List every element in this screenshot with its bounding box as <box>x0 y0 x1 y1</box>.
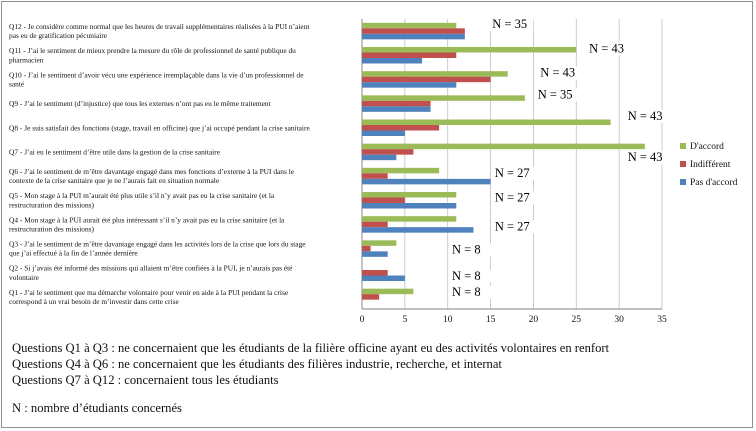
x-tick-label-30: 30 <box>614 315 624 325</box>
legend-label-2: Indifférent <box>690 160 731 170</box>
bar-indiff-rent-q4 <box>362 222 388 228</box>
note-q7-q12: Questions Q7 à Q12 : concernaient tous les étudiants <box>12 373 279 387</box>
figure-notes <box>12 340 609 416</box>
bar-indiff-rent-q2 <box>362 270 388 276</box>
bar-pas-d-accord-q7 <box>362 155 396 161</box>
bar-indiff-rent-q6 <box>362 173 388 179</box>
bar-pas-d-accord-q10 <box>362 82 456 88</box>
bar-d-accord-q1 <box>362 289 413 295</box>
legend-swatch-2 <box>680 161 686 167</box>
bar-chart <box>2 2 754 337</box>
x-tick-label-25: 25 <box>571 315 582 325</box>
category-label-q10: Q10 - J’ai le sentiment d’avoir vécu une expérience irremplaçable dans la vie d’un professionnel de santé <box>9 70 304 89</box>
bar-d-accord-q6 <box>362 168 439 174</box>
bar-d-accord-q5 <box>362 192 456 198</box>
n-label-q6: N = 27 <box>494 166 530 181</box>
category-label-q4: Q4 - Mon stage à la PUI aurait été plus intéressant s’il n’y avait pas eu la crise sanitaire (et la restructuration des missions) <box>9 215 285 234</box>
x-tick-label-0: 0 <box>359 315 365 325</box>
note-q1-q3: Questions Q1 à Q3 : ne concernaient que les étudiants de la filière officine ayant eu des activités volontaires en renfort <box>12 341 610 355</box>
bar-indiff-rent-q8 <box>362 125 439 131</box>
x-tick-label-5: 5 <box>402 315 408 325</box>
category-label-q9: Q9 - J’ai le sentiment (d’injustice) que tous les externes n’ont pas eu le même traitement <box>9 99 271 109</box>
category-label-q3: Q3 - J’ai le sentiment de m’être davantage engagé dans les activités lors de la crise que lors du stage que j’ai effectué à la fin de l’année dernière <box>9 239 306 258</box>
bar-d-accord-q4 <box>362 216 456 222</box>
legend-swatch-3 <box>680 179 686 185</box>
figure-frame <box>1 1 753 428</box>
bar-indiff-rent-q3 <box>362 246 371 252</box>
bar-d-accord-q12 <box>362 23 456 29</box>
n-label-q9: N = 35 <box>537 87 573 102</box>
bar-pas-d-accord-q8 <box>362 131 405 137</box>
legend-label-3: Pas d'accord <box>690 178 738 188</box>
category-label-q1: Q1 - J’ai le sentiment que ma démarche volontaire pour venir en aide à la PUI pendant la crise correspond à un vrai besoin de m’investir dans cette crise <box>9 287 289 307</box>
category-label-q12: Q12 - Je considère comme normal que les heures de travail supplémentaires réalisées à la PUI n’aient pas eu de gratification pécuniaire <box>9 21 310 41</box>
bar-indiff-rent-q5 <box>362 198 405 204</box>
n-label-q10: N = 43 <box>540 65 576 80</box>
note-n-definition: N : nombre d’étudiants concernés <box>12 401 182 415</box>
n-label-q7: N = 43 <box>627 149 663 164</box>
bar-indiff-rent-q10 <box>362 77 491 83</box>
bar-pas-d-accord-q2 <box>362 276 405 282</box>
legend-label-1: D'accord <box>690 142 724 152</box>
n-label-q11: N = 43 <box>589 41 624 56</box>
n-label-q1: N = 8 <box>452 284 481 299</box>
note-q4-q6: Questions Q4 à Q6 : ne concernaient que les étudiants des filières industrie, recherche, et internat <box>12 357 502 371</box>
bar-indiff-rent-q9 <box>362 101 431 107</box>
bar-d-accord-q9 <box>362 95 525 101</box>
x-tick-label-20: 20 <box>528 315 539 325</box>
bar-pas-d-accord-q3 <box>362 251 388 256</box>
n-label-q8: N = 43 <box>627 108 663 123</box>
bar-pas-d-accord-q9 <box>362 106 431 112</box>
category-label-q8: Q8 - Je suis satisfait des fonctions (stage, travail en officine) que j’ai occupé pendant la crise sanitaire <box>9 123 310 133</box>
n-label-q2: N = 8 <box>452 268 481 283</box>
bar-d-accord-q8 <box>362 120 611 126</box>
bar-d-accord-q3 <box>362 240 396 246</box>
category-label-q11: Q11 - J’ai le sentiment de mieux prendre la mesure du rôle de professionnel de santé publique du pharmacien <box>9 46 296 65</box>
bar-pas-d-accord-q6 <box>362 179 491 185</box>
bar-indiff-rent-q1 <box>362 294 379 300</box>
category-label-q6: Q6 - J’ai le sentiment de m’être davantage engagé dans mes fonctions d’externe à la PUI dans le contexte de la crise sanitaire que je ne l’aurais fait en situation normale <box>9 166 295 186</box>
bar-pas-d-accord-q5 <box>362 203 456 209</box>
x-tick-label-10: 10 <box>442 315 453 325</box>
n-label-q12: N = 35 <box>492 17 528 32</box>
category-label-q5: Q5 - Mon stage à la PUI m’aurait été plus utile s’il n’y avait pas eu la crise sanitaire (et la restructuration des missions) <box>9 191 275 210</box>
bar-indiff-rent-q7 <box>362 149 413 155</box>
legend-swatch-1 <box>680 143 686 149</box>
category-label-q7: Q7 - J’ai eu le sentiment d’être utile dans la gestion de la crise sanitaire <box>9 147 220 157</box>
bar-indiff-rent-q12 <box>362 28 465 34</box>
category-label-q2: Q2 - Si j’avais été informé des missions qui allaient m’être confiées à la PUI, je n’aurais pas été volontaire <box>9 263 293 282</box>
n-label-q5: N = 27 <box>494 190 530 205</box>
bar-indiff-rent-q11 <box>362 53 456 59</box>
n-label-q3: N = 8 <box>452 242 481 257</box>
bar-d-accord-q10 <box>362 71 508 77</box>
x-tick-label-35: 35 <box>657 315 667 325</box>
bar-d-accord-q11 <box>362 47 576 53</box>
bar-d-accord-q7 <box>362 144 645 150</box>
n-label-q4: N = 27 <box>494 219 530 234</box>
x-tick-label-15: 15 <box>485 315 496 325</box>
bar-pas-d-accord-q11 <box>362 58 422 64</box>
bar-pas-d-accord-q4 <box>362 227 473 233</box>
bar-pas-d-accord-q12 <box>362 34 465 40</box>
